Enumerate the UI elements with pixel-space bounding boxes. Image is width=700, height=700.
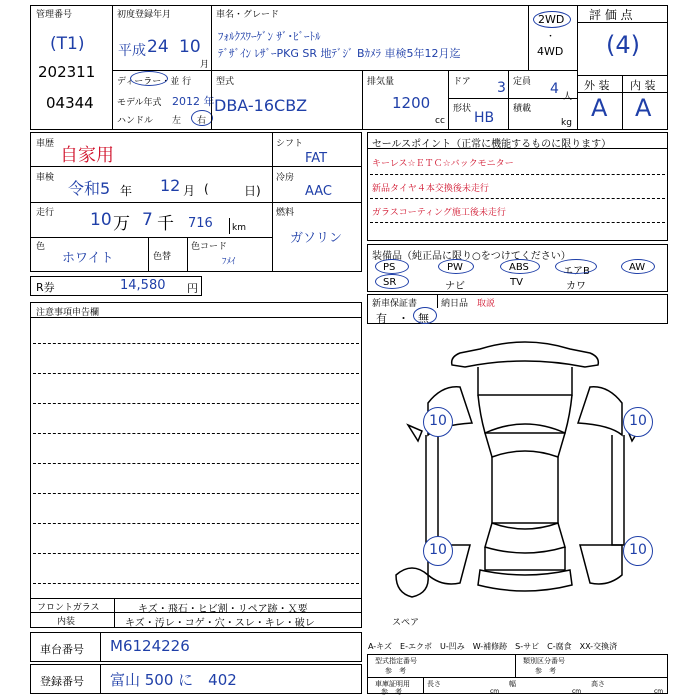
- recycle-label: R券: [36, 281, 55, 294]
- tire-rear-right: 10: [623, 536, 653, 566]
- warranty-label: 新車保証書: [372, 299, 418, 309]
- handle-label: ハンドル: [117, 116, 154, 126]
- chassis-value: M6124226: [110, 637, 190, 655]
- drive-2wd: 2WD: [538, 13, 565, 26]
- mgmt-number: 04344: [46, 94, 94, 112]
- cert-label: 車庫証明用: [375, 680, 410, 688]
- int-label: 内 装: [630, 79, 656, 92]
- shift-label: シフト: [276, 139, 304, 149]
- model-year-value: 2012 年: [172, 95, 215, 108]
- history-value: 自家用: [60, 145, 114, 166]
- warranty-no-circle: [413, 307, 437, 324]
- recycle-value: 14,580: [120, 278, 166, 293]
- int-value: A: [635, 94, 652, 122]
- dealer-label: ディーラー・並 行: [117, 77, 192, 87]
- registration-label: 登録番号: [40, 675, 84, 688]
- mileage-man: 10: [90, 210, 112, 230]
- notes-line: [33, 373, 359, 374]
- equip-pw: PW: [447, 262, 463, 273]
- mgmt-label: 管理番号: [36, 10, 73, 20]
- header-frame: [30, 5, 668, 130]
- notes-line: [33, 343, 359, 344]
- shift-value: FAT: [305, 151, 328, 166]
- notes-line: [33, 433, 359, 434]
- class-ref: 参 考: [535, 667, 556, 675]
- mgmt-date: 202311: [38, 63, 96, 81]
- equip-sr-circle: [375, 274, 409, 289]
- shaken-label: 車検: [36, 173, 55, 183]
- ac-label: 冷房: [276, 173, 295, 183]
- notes-line: [33, 403, 359, 404]
- equip-pw-circle: [438, 259, 474, 274]
- mileage-man-unit: 万: [113, 214, 130, 234]
- interior-items: キズ・汚レ・コゲ・穴・スレ・キレ・破レ: [125, 618, 315, 629]
- shaken-year-unit: 年: [120, 184, 133, 198]
- loadcap-unit: kg: [561, 118, 572, 128]
- displacement-unit: cc: [435, 116, 445, 126]
- cert-ref: 参 考: [381, 688, 402, 696]
- model-label: 型式: [216, 77, 235, 87]
- equip-abs-circle: [500, 259, 540, 274]
- color-label: 色: [36, 242, 46, 252]
- length-label: 長さ: [427, 680, 441, 688]
- equip-navi: ナビ: [445, 281, 465, 292]
- sales-item-2: 新品タイヤ４本交換後未走行: [372, 184, 489, 194]
- fuel-label: 燃料: [276, 208, 295, 218]
- handle-left: 左: [172, 116, 182, 126]
- tire-rear-left: 10: [423, 536, 453, 566]
- class-label: 類別区分番号: [523, 657, 565, 665]
- equip-airbag-circle: [555, 259, 597, 274]
- sales-label: セールスポイント（正常に機能するものに限ります）: [372, 139, 612, 150]
- first-reg-year: 24: [147, 37, 169, 57]
- drive-4wd: 4WD: [537, 45, 564, 58]
- color-code-label: 色コード: [191, 242, 228, 252]
- grade-value: (4): [606, 31, 640, 59]
- equip-leather: カワ: [566, 281, 586, 292]
- grade-label: 評 価 点: [589, 8, 633, 22]
- ext-label: 外 装: [584, 79, 610, 92]
- capacity-unit: 人: [563, 92, 573, 102]
- equip-ps-circle: [375, 259, 409, 274]
- ac-value: AAC: [305, 184, 332, 199]
- equip-ps: PS: [383, 262, 396, 273]
- shaken-month-unit: 月: [183, 184, 196, 198]
- color-value: ホワイト: [62, 251, 114, 266]
- equip-aw: AW: [629, 262, 646, 273]
- warranty-yes: 有: [376, 312, 387, 325]
- car-name-line2: ﾃﾞｻﾞｲﾝ ﾚｻﾞｰPKG SR 地ﾃﾞｼﾞ Bｶﾒﾗ 車検5年12月迄: [218, 47, 461, 60]
- mileage-rest: 716: [188, 216, 213, 231]
- equip-tv: TV: [510, 277, 523, 288]
- interior-label: 内装: [57, 617, 76, 627]
- first-reg-era: 平成: [118, 43, 146, 59]
- delivery-label: 納日品: [441, 299, 469, 309]
- dealer-circle: [130, 71, 168, 86]
- shape-label: 形状: [453, 104, 472, 114]
- notes-line: [33, 463, 359, 464]
- shaken-day: 日): [244, 184, 261, 198]
- tire-front-left: 10: [423, 407, 453, 437]
- width-unit: cm: [572, 688, 582, 695]
- color-code-value: ﾌﾒｲ: [222, 257, 236, 267]
- length-unit: cm: [490, 688, 500, 695]
- car-diagram: [380, 335, 670, 630]
- glass-items: キズ・飛石・ヒビ割・リペア跡・Ｘ要: [138, 604, 308, 615]
- equip-sr: SR: [383, 277, 397, 288]
- notes-line: [33, 583, 359, 584]
- history-label: 車歴: [36, 139, 55, 149]
- car-name-line1: ﾌｫﾙｸｽﾜｰｹﾞﾝ ｻﾞ･ﾋﾞｰﾄﾙ: [218, 30, 321, 43]
- shaken-era: 令和5: [68, 179, 111, 198]
- fuel-value: ガソリン: [290, 231, 343, 246]
- first-reg-label: 初度登録年月: [117, 10, 172, 20]
- loadcap-label: 積載: [513, 104, 532, 114]
- drive-sep: ・: [546, 32, 556, 42]
- mileage-label: 走行: [36, 208, 55, 218]
- glass-label: フロントガラス: [37, 603, 100, 613]
- warranty-no: 無: [418, 312, 429, 325]
- capacity-value: 4: [550, 81, 559, 97]
- equip-aw-circle: [621, 259, 655, 274]
- type-label: 型式指定番号: [375, 657, 417, 665]
- equip-airbag: エアB: [563, 266, 590, 277]
- notes-line: [33, 523, 359, 524]
- shaken-month: 12: [160, 176, 181, 195]
- mileage-unit: km: [232, 223, 246, 233]
- type-ref: 参 考: [385, 667, 406, 675]
- capacity-label: 定員: [513, 77, 532, 87]
- displacement-value: 1200: [392, 94, 431, 112]
- chassis-label: 車台番号: [40, 643, 84, 656]
- displacement-label: 排気量: [367, 77, 395, 87]
- equipment-label: 装備品（純正品に限り○をつけてください）: [372, 251, 571, 262]
- shape-value: HB: [474, 110, 495, 126]
- car-name-label: 車名・グレード: [216, 10, 280, 20]
- model-value: DBA-16CBZ: [214, 96, 308, 115]
- ext-value: A: [591, 94, 608, 122]
- first-reg-month: 10: [179, 37, 201, 57]
- handle-right: 右: [197, 116, 207, 126]
- height-label: 高さ: [591, 680, 605, 688]
- color-change-label: 色替: [153, 252, 172, 262]
- recycle-unit: 円: [187, 282, 198, 295]
- notes-frame: [30, 302, 362, 628]
- notes-label: 注意事項申告欄: [36, 308, 100, 318]
- sales-item-1: キーレス☆ＥＴＣ☆バックモニター: [372, 159, 514, 169]
- mileage-sen-unit: 千: [157, 214, 174, 234]
- handle-circle: [191, 110, 213, 126]
- spare-label: スペア: [392, 618, 420, 628]
- first-reg-month-unit: 月: [200, 60, 210, 70]
- sales-item-3: ガラスコーティング施工後未走行: [372, 208, 506, 218]
- mileage-sen: 7: [142, 210, 153, 230]
- equip-abs: ABS: [509, 262, 529, 273]
- delivery-value: 取説: [477, 299, 496, 309]
- legend: A-キズ E-エクボ U-凹み W-補修跡 S-サビ C-腐食 XX-交換済: [368, 642, 618, 651]
- notes-line: [33, 493, 359, 494]
- tire-front-right: 10: [623, 407, 653, 437]
- registration-value: 富山 500 に 402: [110, 671, 237, 689]
- height-unit: cm: [654, 688, 664, 695]
- model-year-label: モデル年式: [117, 98, 162, 108]
- mgmt-lot: (T1): [50, 34, 85, 54]
- notes-line: [33, 553, 359, 554]
- warranty-dot: ・: [398, 312, 409, 325]
- doors-value: 3: [497, 80, 506, 96]
- doors-label: ドア: [453, 77, 471, 87]
- shaken-paren: (: [204, 182, 209, 196]
- width-label: 幅: [509, 680, 516, 688]
- recycle-frame: [30, 276, 202, 296]
